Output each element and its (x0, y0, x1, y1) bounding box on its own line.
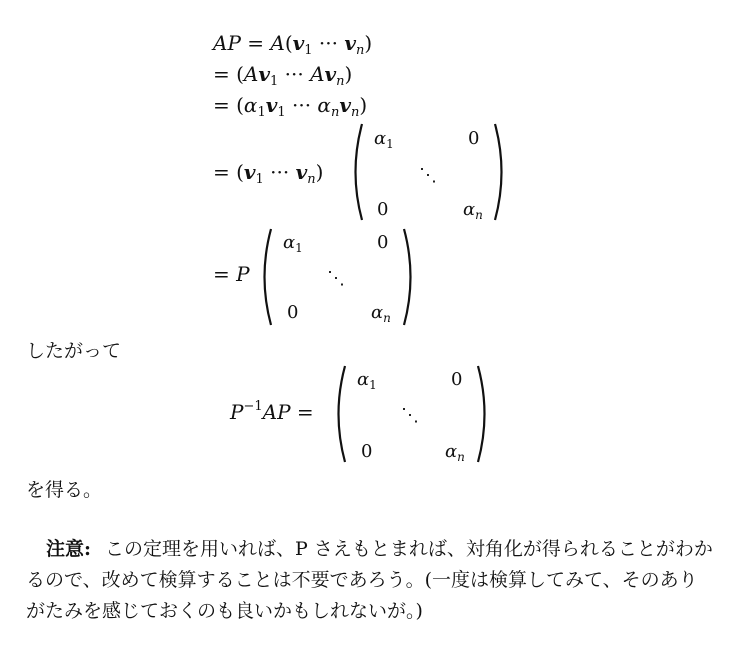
eq-line-5-lhs: = P (213, 262, 250, 286)
note-body: この定理を用いれば、P さえもとまれば、対角化が得られることがわかるので、改めて検算することは不要であろう。(一度は検算してみて、そのありがたみを感じておくのも良いかもしれないが。) (26, 538, 713, 622)
eq-line-3: = ($\alpha_1v_1$ ··· $\alpha_nv_n$) (213, 93, 368, 120)
diag-matrix-3 (339, 366, 485, 464)
svg-text:α1: $\alpha_1$ (283, 232, 303, 255)
svg-text:α1: $\alpha_1$ (374, 128, 394, 151)
svg-text:0: 0 (377, 199, 389, 220)
svg-text:⋱: ⋱ (327, 268, 345, 289)
svg-text:0: 0 (361, 441, 373, 462)
svg-text:0: 0 (468, 128, 480, 149)
eq-line-4-lhs: = ($v_1$ ··· $v_n$) (213, 160, 324, 187)
svg-text:α1: $\alpha_1$ (357, 369, 377, 392)
svg-text:0: 0 (287, 302, 299, 323)
diag-matrix-2 (265, 229, 411, 325)
eq-result-lhs: $P^{-1}AP$ = (230, 399, 314, 424)
svg-text:αn: $\alpha_n$ (371, 302, 391, 325)
eq-line-2: = ($Av_1$ ··· $Av_n$) (213, 62, 353, 89)
svg-text:0: 0 (377, 232, 389, 253)
svg-text:0: 0 (451, 369, 463, 390)
note-paragraph (26, 534, 716, 627)
diag-matrix-1 (356, 124, 502, 222)
eq-line-1: AP = $A(v_1$ ··· $v_n$) (213, 31, 373, 58)
svg-text:⋱: ⋱ (401, 405, 419, 426)
obtain-text: を得る。 (26, 479, 103, 501)
svg-text:αn: $\alpha_n$ (463, 199, 483, 222)
svg-text:αn: $\alpha_n$ (445, 441, 465, 464)
note-label: 注意: (46, 538, 92, 560)
therefore-text: したがって (26, 340, 122, 362)
svg-text:⋱: ⋱ (419, 165, 437, 186)
